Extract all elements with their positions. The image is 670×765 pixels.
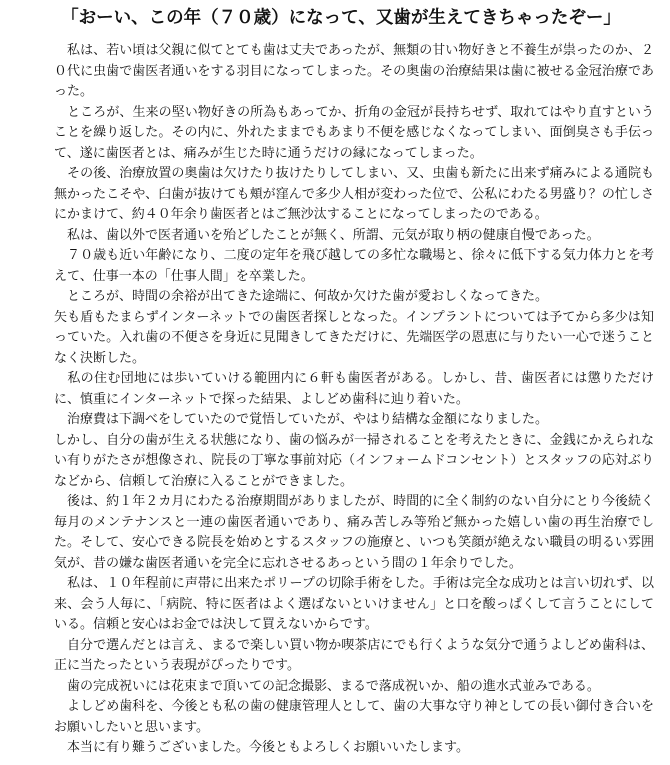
paragraph: 私は、１０年程前に声帯に出来たポリープの切除手術をした。手術は完全な成功とは言い切れず、以来、会う人毎に、「病院、特に医者はよく選ばないといけません」と口を酸っぱくして言うことにしている。信頼と安心はお金では決して買えないからです。 (54, 576, 654, 632)
paragraph: ところが、時間の余裕が出てきた途端に、何故か欠けた歯が愛おしくなってきた。 (54, 289, 549, 304)
paragraph: その後、治療放置の奥歯は欠けたり抜けたりしてしまい、又、虫歯も新たに出来ず痛みによる通院も無かったこそや、臼歯が抜けても頬が窪んで多少人相が変わった位で、公私にわたる男盛り？の忙しさにかまけて、約４０年余り歯医者とはご無沙汰することになってしまったのである。 (54, 166, 654, 222)
document-title: 「おーい、この年（７０歳）になって、又歯が生えてきちゃったぞー」 (61, 8, 621, 28)
paragraph: 私は、若い頃は父親に似てとても歯は丈夫であったが、無類の甘い物好きと不養生が祟ったのか、２０代に虫歯で歯医者通いをする羽目になってしまった。その奥歯の治療結果は歯に被せる金冠治療であった。 (54, 43, 654, 99)
paragraph: 治療費は下調べをしていたので覚悟していたが、やはり結構な金額になりました。 (54, 412, 549, 427)
paragraph: しかし、自分の歯が生える状態になり、歯の悩みが一掃されることを考えたときに、金銭にかえられない有りがたさが想像され、院長の丁寧な事前対応（インフォームドコンセント）とスタッフの応対ぶりなどから、信頼して治療に入ることができました。 (54, 432, 654, 489)
paragraph: 自分で選んだとは言え、まるで楽しい買い物か喫茶店にでも行くような気分で通うよしどめ歯科は、正に当たったという表現がぴったりです。 (54, 637, 654, 673)
paragraph: ７０歳も近い年齢になり、二度の定年を飛び越しての多忙な職場と、徐々に低下する気力体力とを考えて、仕事一本の「仕事人間」を卒業した。 (54, 248, 654, 284)
paragraph: よしどめ歯科を、今後とも私の歯の健康管理人として、歯の大事な守り神としての長い御付き合いをお願いしたいと思います。 (54, 699, 654, 735)
paragraph: 歯の完成祝いには花束まで頂いての記念撮影、まるで落成祝いか、船の進水式並みである。 (54, 678, 600, 694)
paragraph: 私は、歯以外で医者通いを殆どしたことが無く、所謂、元気が取り柄の健康自慢であった。 (54, 227, 600, 243)
document-body (54, 41, 654, 759)
paragraph: 私の住む団地には歩いていける範囲内に６軒も歯医者がある。しかし、昔、歯医者には懲りただけに、慎重にインターネットで探った結果、よしどめ歯科に辿り着いた。 (54, 371, 654, 407)
paragraph: 矢も盾もたまらずインターネットでの歯医者探しとなった。インプラントについては予てから多少は知っていた。入れ歯の不便さを身近に見聞きしてきただけに、先端医学の恩恵に与りたい一心で迷うことなく決断した。 (54, 309, 654, 366)
paragraph: 本当に有り難うございました。今後ともよろしくお願いいたします。 (54, 740, 469, 755)
paragraph: ところが、生来の堅い物好きの所為もあってか、折角の金冠が長持ちせず、取れてはやり直すということを繰り返した。その内に、外れたままでもあまり不便を感じなくなってしまい、面倒臭さも手伝って、遂に歯医者とは、痛みが生じた時に通うだけの縁になってしまった。 (54, 104, 654, 161)
paragraph: 後は、約１年２カ月にわたる治療期間がありましたが、時間的に全く制約のない自分にとり今後続く毎月のメンテナンスと一連の歯医者通いであり、痛み苦しみ等殆ど無かった嬉しい歯の再生治療でした。そして、安心できる院長を始めとするスタッフの施療と、いつも笑顔が絶えない職員の明るい雰囲気が、昔の嫌な歯医者通いを完全に忘れさせるあっという間の１年余りでした。 (54, 494, 654, 571)
